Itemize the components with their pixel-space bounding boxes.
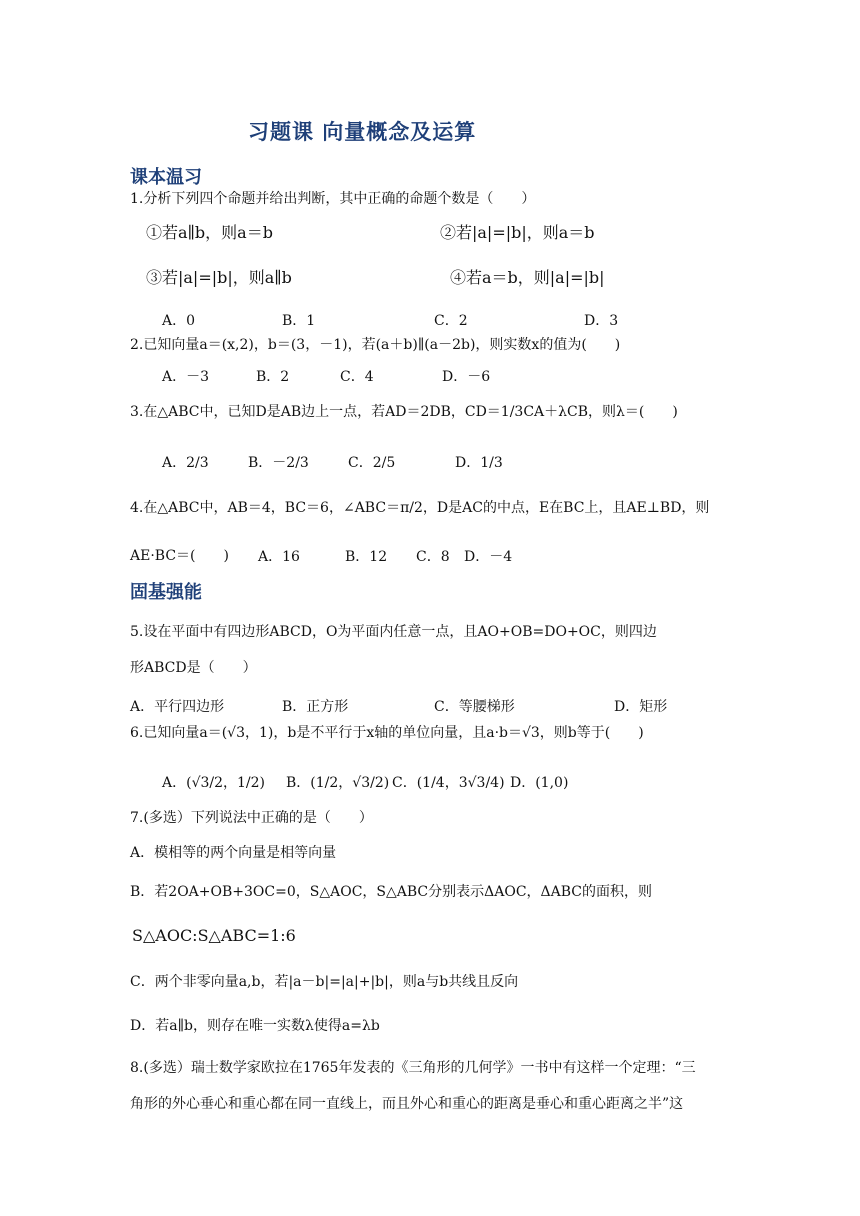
- q3-option-c: C．2/5: [348, 455, 396, 471]
- question-6-stem: 6.已知向量a＝(√3，1)，b是不平行于x轴的单位向量，且a·b＝√3，则b等于( ): [130, 725, 644, 741]
- question-8-line-2: 角形的外心垂心和重心都在同一直线上，而且外心和重心的距离是垂心和重心距离之半”这: [130, 1096, 684, 1112]
- q6-option-c: C．(1/4，3√3/4): [392, 775, 505, 791]
- q1-proposition-4: ④若a＝b，则|a|=|b|: [450, 268, 605, 287]
- question-1-stem: 1.分析下列四个命题并给出判断，其中正确的命题个数是（ ）: [130, 191, 536, 207]
- q7-option-c: C．两个非零向量a,b，若|a－b|=|a|+|b|，则a与b共线且反向: [130, 974, 519, 990]
- q6-option-a: A．(√3/2，1/2): [162, 775, 266, 791]
- question-3-stem: 3.在△ABC中，已知D是AB边上一点，若AD＝2DB，CD＝1/3CA＋λCB，则λ＝( ): [130, 404, 678, 420]
- q1-proposition-1: ①若a∥b，则a＝b: [146, 223, 273, 242]
- q3-option-b: B．－2/3: [248, 455, 309, 471]
- question-2-stem: 2.已知向量a＝(x,2)，b＝(3，－1)，若(a＋b)∥(a－2b)，则实数x的值为( ): [130, 337, 621, 353]
- section-heading-consolidate: 固基强能: [130, 582, 202, 603]
- q5-option-d: D．矩形: [614, 699, 668, 715]
- q4-option-a: A．16: [258, 549, 300, 565]
- question-4-line-2: AE·BC＝( ): [130, 548, 229, 564]
- q3-option-a: A．2/3: [162, 455, 209, 471]
- q1-option-b: B．1: [282, 313, 316, 329]
- question-4-stem: 4.在△ABC中，AB＝4，BC＝6，∠ABC＝π/2，D是AC的中点，E在BC上，且AE⊥BD，则: [130, 500, 710, 516]
- q7-option-a: A．模相等的两个向量是相等向量: [130, 845, 337, 861]
- q7-option-d: D．若a∥b，则存在唯一实数λ使得a=λb: [130, 1018, 380, 1034]
- q2-option-c: C．4: [340, 369, 374, 385]
- q6-option-d: D．(1,0): [510, 775, 569, 791]
- q4-option-d: D．－4: [464, 549, 513, 565]
- question-5-line-2: 形ABCD是（ ）: [130, 660, 257, 676]
- q3-option-d: D．1/3: [455, 455, 503, 471]
- q7-option-b-ratio: S△AOC:S△ABC=1:6: [132, 926, 296, 945]
- question-8-line-1: 8.(多选）瑞士数学家欧拉在1765年发表的《三角形的几何学》一书中有这样一个定理：“三: [130, 1060, 696, 1076]
- q2-option-d: D．－6: [442, 369, 491, 385]
- q1-option-a: A．0: [162, 313, 196, 329]
- q5-option-b: B．正方形: [282, 699, 349, 715]
- q1-option-c: C．2: [434, 313, 468, 329]
- question-7-stem: 7.(多选）下列说法中正确的是（ ）: [130, 810, 373, 826]
- page-title: 习题课 向量概念及运算: [248, 120, 477, 144]
- q5-option-a: A．平行四边形: [130, 699, 225, 715]
- q4-option-b: B．12: [345, 549, 388, 565]
- q1-option-d: D．3: [584, 313, 619, 329]
- q7-option-b: B．若2OA+OB+3OC=0，S△AOC，S△ABC分别表示ΔAOC，ΔABC的面积，则: [130, 884, 653, 900]
- q1-proposition-2: ②若|a|=|b|，则a＝b: [440, 223, 595, 242]
- section-heading-review: 课本温习: [130, 167, 202, 188]
- q1-proposition-3: ③若|a|=|b|，则a∥b: [146, 268, 292, 287]
- q4-option-c: C．8: [416, 549, 450, 565]
- q6-option-b: B．(1/2，√3/2): [286, 775, 390, 791]
- q2-option-a: A．－3: [162, 369, 210, 385]
- q2-option-b: B．2: [256, 369, 290, 385]
- question-5-stem: 5.设在平面中有四边形ABCD，O为平面内任意一点，且AO+OB=DO+OC，则四边: [130, 624, 657, 640]
- q5-option-c: C．等腰梯形: [434, 699, 515, 715]
